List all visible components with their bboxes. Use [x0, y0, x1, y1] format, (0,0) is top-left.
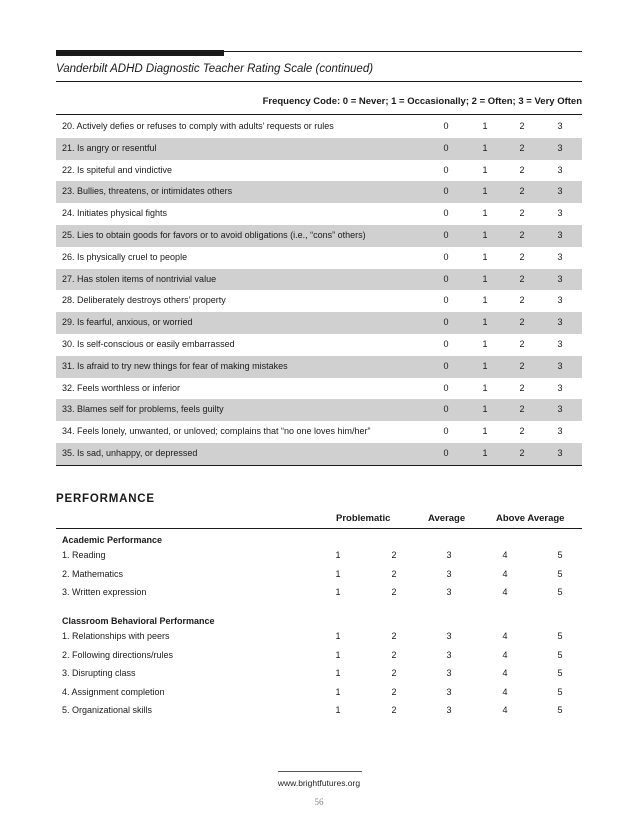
performance-value-5[interactable]: 5: [557, 649, 563, 660]
page-number: 56: [314, 797, 324, 807]
rating-value-0[interactable]: 0: [443, 186, 449, 197]
performance-row-label: 5. Organizational skills: [62, 705, 153, 715]
rating-value-2[interactable]: 2: [519, 447, 525, 458]
page-subtitle: Vanderbilt ADHD Diagnostic Teacher Rating Scale (continued): [56, 63, 374, 75]
performance-value-4[interactable]: 4: [502, 550, 508, 560]
performance-value-4[interactable]: 4: [502, 705, 508, 715]
rating-value-1[interactable]: 1: [482, 317, 488, 328]
rating-value-2[interactable]: 2: [519, 164, 525, 175]
rating-value-2[interactable]: 2: [519, 317, 525, 328]
frequency-code: Frequency Code: 0 = Never; 1 = Occasionally; 2 = Often; 3 = Very Often: [262, 96, 582, 107]
rating-value-1[interactable]: 1: [482, 382, 488, 393]
rating-value-0[interactable]: 0: [443, 121, 449, 131]
performance-value-1[interactable]: 1: [335, 705, 341, 715]
header-problematic: Problematic: [336, 513, 391, 524]
rating-value-2[interactable]: 2: [519, 382, 525, 393]
performance-header-rule: [56, 528, 582, 529]
rating-value-1[interactable]: 1: [482, 295, 488, 306]
performance-value-5[interactable]: 5: [557, 550, 563, 560]
rating-value-2[interactable]: 2: [519, 186, 525, 197]
rating-item-row: [56, 160, 582, 182]
rating-value-1[interactable]: 1: [482, 186, 488, 197]
performance-value-3[interactable]: 3: [446, 587, 452, 597]
rating-value-2[interactable]: 2: [519, 229, 525, 240]
rating-item-label: 20. Actively defies or refuses to comply with adults’ requests or rules: [62, 121, 334, 131]
rating-value-3[interactable]: 3: [557, 251, 563, 262]
items-table-bottom-rule: [56, 465, 582, 466]
subtitle-divider: [56, 81, 582, 82]
rating-item-row: [56, 225, 582, 247]
rating-value-2[interactable]: 2: [519, 121, 525, 131]
rating-item-row: [56, 290, 582, 312]
rating-value-3[interactable]: 3: [557, 121, 563, 131]
performance-row-label: 2. Mathematics: [62, 568, 124, 579]
performance-value-1[interactable]: 1: [335, 649, 341, 660]
rating-value-2[interactable]: 2: [519, 426, 525, 437]
rating-item-row: [56, 247, 582, 269]
rating-value-2[interactable]: 2: [519, 273, 525, 284]
rating-value-2[interactable]: 2: [519, 251, 525, 262]
rating-item-label: 28. Deliberately destroys others’ property: [62, 295, 226, 306]
performance-value-5[interactable]: 5: [557, 587, 563, 597]
performance-value-3[interactable]: 3: [446, 649, 452, 660]
performance-value-1[interactable]: 1: [335, 568, 341, 579]
performance-value-5[interactable]: 5: [557, 705, 563, 715]
rating-value-3[interactable]: 3: [557, 295, 563, 306]
rating-value-3[interactable]: 3: [557, 164, 563, 175]
rating-value-1[interactable]: 1: [482, 404, 488, 415]
rating-item-label: 30. Is self-conscious or easily embarrassed: [62, 338, 235, 349]
performance-value-2[interactable]: 2: [391, 550, 397, 560]
rating-value-3[interactable]: 3: [557, 317, 563, 328]
rating-value-1[interactable]: 1: [482, 208, 488, 219]
rating-value-2[interactable]: 2: [519, 404, 525, 415]
rating-value-0[interactable]: 0: [443, 447, 449, 458]
performance-value-1[interactable]: 1: [335, 668, 341, 678]
performance-value-2[interactable]: 2: [391, 631, 397, 641]
performance-row: [56, 550, 582, 564]
rating-value-0[interactable]: 0: [443, 295, 449, 306]
rating-value-0[interactable]: 0: [443, 273, 449, 284]
rating-value-2[interactable]: 2: [519, 295, 525, 306]
rating-value-2[interactable]: 2: [519, 208, 525, 219]
header-rule-thin: [224, 51, 582, 52]
rating-item-label: 26. Is physically cruel to people: [62, 251, 188, 262]
performance-value-3[interactable]: 3: [446, 550, 452, 560]
header-rule: [56, 50, 582, 56]
rating-value-0[interactable]: 0: [443, 426, 449, 437]
performance-row-label: 3. Disrupting class: [62, 668, 136, 678]
performance-row: [56, 687, 582, 701]
rating-value-2[interactable]: 2: [519, 360, 525, 371]
rating-value-3[interactable]: 3: [557, 208, 563, 219]
header-above-average: Above Average: [496, 513, 565, 524]
rating-item-label: 35. Is sad, unhappy, or depressed: [62, 447, 198, 458]
rating-item-label: 21. Is angry or resentful: [62, 142, 157, 153]
frequency-divider: [56, 114, 582, 115]
rating-value-1[interactable]: 1: [482, 426, 488, 437]
rating-value-3[interactable]: 3: [557, 142, 563, 153]
performance-value-4[interactable]: 4: [502, 587, 508, 597]
rating-value-1[interactable]: 1: [482, 142, 488, 153]
rating-value-1[interactable]: 1: [482, 360, 488, 371]
rating-value-0[interactable]: 0: [443, 317, 449, 328]
rating-item-row: [56, 399, 582, 421]
rating-items-table: [56, 116, 582, 465]
rating-value-3[interactable]: 3: [557, 404, 563, 415]
rating-value-1[interactable]: 1: [482, 273, 488, 284]
performance-value-4[interactable]: 4: [502, 568, 508, 579]
rating-value-0[interactable]: 0: [443, 142, 449, 153]
classroom-performance-heading: Classroom Behavioral Performance: [62, 616, 215, 626]
performance-value-1[interactable]: 1: [335, 587, 341, 597]
academic-performance-heading: Academic Performance: [62, 535, 163, 545]
rating-item-row: [56, 334, 582, 356]
performance-row-label: 2. Following directions/rules: [62, 649, 174, 660]
footer-rule: [278, 771, 362, 772]
rating-value-2[interactable]: 2: [519, 338, 525, 349]
rating-item-label: 32. Feels worthless or inferior: [62, 382, 181, 393]
rating-value-3[interactable]: 3: [557, 229, 563, 240]
performance-value-5[interactable]: 5: [557, 568, 563, 579]
performance-value-3[interactable]: 3: [446, 705, 452, 715]
rating-value-0[interactable]: 0: [443, 360, 449, 371]
rating-item-row: [56, 203, 582, 225]
rating-value-3[interactable]: 3: [557, 360, 563, 371]
rating-item-label: 22. Is spiteful and vindictive: [62, 164, 173, 175]
header-rule-thick: [56, 50, 224, 56]
rating-value-0[interactable]: 0: [443, 164, 449, 175]
performance-row: [56, 587, 582, 601]
rating-item-label: 31. Is afraid to try new things for fear of making mistakes: [62, 360, 288, 371]
rating-value-1[interactable]: 1: [482, 164, 488, 175]
rating-value-0[interactable]: 0: [443, 404, 449, 415]
rating-item-row: [56, 138, 582, 160]
header-average: Average: [428, 513, 466, 524]
performance-row-label: 3. Written expression: [62, 587, 147, 597]
rating-value-3[interactable]: 3: [557, 426, 563, 437]
performance-row: [56, 631, 582, 645]
performance-value-2[interactable]: 2: [391, 686, 397, 697]
rating-value-3[interactable]: 3: [557, 273, 563, 284]
performance-value-2[interactable]: 2: [391, 649, 397, 660]
rating-item-row: [56, 116, 582, 138]
performance-row-label: 1. Reading: [62, 550, 106, 560]
performance-row: [56, 650, 582, 664]
performance-value-5[interactable]: 5: [557, 668, 563, 678]
rating-item-label: 27. Has stolen items of nontrivial value: [62, 273, 217, 284]
rating-value-3[interactable]: 3: [557, 382, 563, 393]
performance-value-5[interactable]: 5: [557, 631, 563, 641]
performance-value-5[interactable]: 5: [557, 686, 563, 697]
performance-row: [56, 705, 582, 719]
performance-value-3[interactable]: 3: [446, 668, 452, 678]
rating-value-0[interactable]: 0: [443, 338, 449, 349]
rating-item-label: 25. Lies to obtain goods for favors or to avoid obligations (i.e., “cons” others): [62, 229, 366, 240]
rating-value-0[interactable]: 0: [443, 208, 449, 219]
rating-value-3[interactable]: 3: [557, 447, 563, 458]
rating-item-label: 24. Initiates physical fights: [62, 208, 168, 219]
rating-value-1[interactable]: 1: [482, 229, 488, 240]
performance-value-1[interactable]: 1: [335, 686, 341, 697]
rating-value-0[interactable]: 0: [443, 382, 449, 393]
performance-value-2[interactable]: 2: [391, 568, 397, 579]
performance-row-label: 4. Assignment completion: [62, 686, 165, 697]
rating-item-row: [56, 443, 582, 465]
performance-value-4[interactable]: 4: [502, 631, 508, 641]
rating-item-label: 29. Is fearful, anxious, or worried: [62, 317, 193, 328]
rating-item-row: [56, 421, 582, 443]
rating-value-0[interactable]: 0: [443, 229, 449, 240]
performance-value-3[interactable]: 3: [446, 568, 452, 579]
performance-value-1[interactable]: 1: [335, 631, 341, 641]
footer-url: www.brightfutures.org: [277, 778, 361, 788]
performance-row: [56, 569, 582, 583]
rating-value-1[interactable]: 1: [482, 251, 488, 262]
rating-item-label: 34. Feels lonely, unwanted, or unloved; complains that “no one loves him/her”: [62, 426, 371, 437]
rating-value-3[interactable]: 3: [557, 186, 563, 197]
rating-item-row: [56, 269, 582, 291]
rating-item-label: 33. Blames self for problems, feels guilty: [62, 404, 224, 415]
performance-value-4[interactable]: 4: [502, 668, 508, 678]
rating-value-1[interactable]: 1: [482, 121, 488, 131]
rating-value-1[interactable]: 1: [482, 447, 488, 458]
performance-row: [56, 668, 582, 682]
performance-value-2[interactable]: 2: [391, 668, 397, 678]
performance-row-label: 1. Relationships with peers: [62, 631, 170, 641]
performance-value-4[interactable]: 4: [502, 649, 508, 660]
performance-value-2[interactable]: 2: [391, 587, 397, 597]
rating-item-row: [56, 356, 582, 378]
performance-value-2[interactable]: 2: [391, 705, 397, 715]
performance-value-1[interactable]: 1: [335, 550, 341, 560]
rating-item-row: [56, 312, 582, 334]
rating-item-label: 23. Bullies, threatens, or intimidates others: [62, 186, 233, 197]
rating-value-3[interactable]: 3: [557, 338, 563, 349]
rating-value-2[interactable]: 2: [519, 142, 525, 153]
performance-value-3[interactable]: 3: [446, 631, 452, 641]
rating-item-row: [56, 378, 582, 400]
performance-value-3[interactable]: 3: [446, 686, 452, 697]
rating-value-1[interactable]: 1: [482, 338, 488, 349]
rating-item-row: [56, 181, 582, 203]
performance-value-4[interactable]: 4: [502, 686, 508, 697]
rating-value-0[interactable]: 0: [443, 251, 449, 262]
performance-title: PERFORMANCE: [56, 493, 155, 505]
